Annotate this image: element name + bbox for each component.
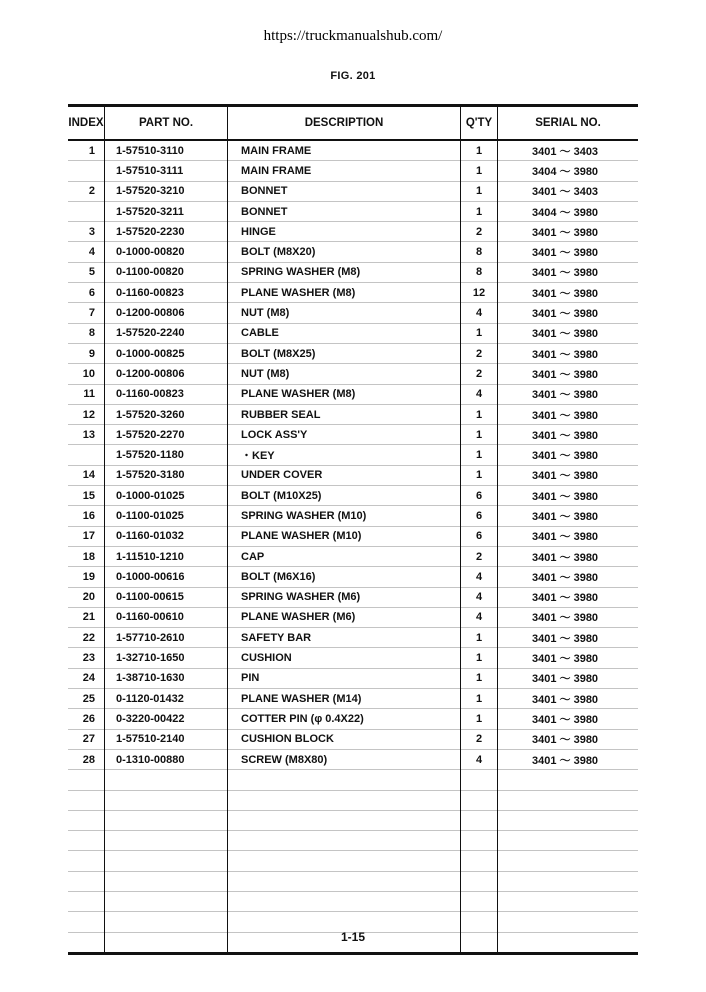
cell-serial-no: 3401 ～ 3403 bbox=[498, 140, 639, 161]
col-header-qty: Q'TY bbox=[461, 106, 498, 141]
cell-description: CAP bbox=[228, 546, 461, 566]
cell-qty bbox=[461, 810, 498, 830]
cell-description bbox=[228, 810, 461, 830]
table-row bbox=[68, 201, 638, 221]
cell-index bbox=[68, 790, 105, 810]
cell-index: 23 bbox=[68, 648, 105, 668]
cell-qty bbox=[461, 770, 498, 790]
cell-description: PIN bbox=[228, 668, 461, 688]
cell-part-no: 0-1160-00823 bbox=[105, 283, 228, 303]
col-header-part-no: PART NO. bbox=[105, 106, 228, 141]
cell-part-no: 0-1000-00825 bbox=[105, 343, 228, 363]
table-row bbox=[68, 567, 638, 587]
cell-description: PLANE WASHER (M6) bbox=[228, 607, 461, 627]
cell-description bbox=[228, 851, 461, 871]
table-row bbox=[68, 486, 638, 506]
cell-index: 7 bbox=[68, 303, 105, 323]
cell-qty: 1 bbox=[461, 709, 498, 729]
table-row bbox=[68, 709, 638, 729]
cell-part-no: 0-1200-00806 bbox=[105, 364, 228, 384]
table-row bbox=[68, 161, 638, 181]
cell-qty: 2 bbox=[461, 729, 498, 749]
cell-serial-no: 3401 ～ 3980 bbox=[498, 526, 639, 546]
cell-serial-no: 3401 ～ 3980 bbox=[498, 303, 639, 323]
cell-qty bbox=[461, 790, 498, 810]
cell-description: HINGE bbox=[228, 222, 461, 242]
col-header-serial-no: SERIAL NO. bbox=[498, 106, 639, 141]
cell-description: PLANE WASHER (M10) bbox=[228, 526, 461, 546]
table-row bbox=[68, 851, 638, 871]
cell-serial-no: 3401 ～ 3980 bbox=[498, 506, 639, 526]
col-header-index: INDEX bbox=[68, 106, 105, 141]
cell-description: NUT (M8) bbox=[228, 364, 461, 384]
cell-description: BOLT (M10X25) bbox=[228, 486, 461, 506]
cell-qty: 8 bbox=[461, 242, 498, 262]
cell-part-no: 0-1200-00806 bbox=[105, 303, 228, 323]
cell-description: MAIN FRAME bbox=[228, 140, 461, 161]
cell-qty: 1 bbox=[461, 445, 498, 465]
table-row bbox=[68, 810, 638, 830]
cell-serial-no: 3401 ～ 3980 bbox=[498, 384, 639, 404]
table-row bbox=[68, 343, 638, 363]
cell-description bbox=[228, 790, 461, 810]
cell-qty: 2 bbox=[461, 546, 498, 566]
cell-part-no bbox=[105, 891, 228, 911]
cell-part-no: 1-11510-1210 bbox=[105, 546, 228, 566]
cell-part-no: 1-57520-2270 bbox=[105, 425, 228, 445]
cell-serial-no: 3401 ～ 3980 bbox=[498, 607, 639, 627]
cell-description bbox=[228, 891, 461, 911]
cell-part-no bbox=[105, 871, 228, 891]
cell-serial-no: 3401 ～ 3980 bbox=[498, 648, 639, 668]
cell-qty: 4 bbox=[461, 607, 498, 627]
cell-part-no: 0-1160-00610 bbox=[105, 607, 228, 627]
cell-index bbox=[68, 445, 105, 465]
cell-index: 1 bbox=[88, 144, 95, 157]
cell-part-no: 0-1000-01025 bbox=[105, 486, 228, 506]
cell-serial-no: 3401 ～ 3980 bbox=[498, 262, 639, 282]
table-row bbox=[68, 729, 638, 749]
table-row bbox=[68, 404, 638, 424]
cell-index: 20 bbox=[68, 587, 105, 607]
table-row bbox=[68, 445, 638, 465]
table-row bbox=[68, 648, 638, 668]
cell-qty: 6 bbox=[461, 486, 498, 506]
cell-serial-no: 3401 ～ 3980 bbox=[498, 404, 639, 424]
cell-index: 5 bbox=[68, 262, 105, 282]
cell-part-no: 1-57510-3111 bbox=[105, 161, 228, 181]
cell-qty: 1 bbox=[461, 648, 498, 668]
cell-part-no: 0-1120-01432 bbox=[105, 689, 228, 709]
cell-description: SPRING WASHER (M8) bbox=[228, 262, 461, 282]
table-row bbox=[68, 526, 638, 546]
cell-part-no: 0-1100-00615 bbox=[105, 587, 228, 607]
cell-index bbox=[68, 201, 105, 221]
cell-description bbox=[228, 831, 461, 851]
cell-index bbox=[68, 770, 105, 790]
table-row bbox=[68, 181, 638, 201]
cell-description: BOLT (M8X20) bbox=[228, 242, 461, 262]
cell-serial-no: 3401 ～ 3980 bbox=[498, 242, 639, 262]
cell-part-no: 0-1100-00820 bbox=[105, 262, 228, 282]
cell-index: 18 bbox=[68, 546, 105, 566]
cell-index: 24 bbox=[68, 668, 105, 688]
table-row bbox=[68, 689, 638, 709]
cell-serial-no: 3401 ～ 3980 bbox=[498, 749, 639, 769]
table-row bbox=[68, 384, 638, 404]
cell-description: SAFETY BAR bbox=[228, 628, 461, 648]
cell-serial-no: 3401 ～ 3980 bbox=[498, 222, 639, 242]
table-row bbox=[68, 668, 638, 688]
cell-serial-no: 3401 ～ 3980 bbox=[498, 709, 639, 729]
cell-part-no: 1-57710-2610 bbox=[105, 628, 228, 648]
cell-index bbox=[68, 851, 105, 871]
table-row bbox=[68, 546, 638, 566]
table-row bbox=[68, 283, 638, 303]
cell-description: CABLE bbox=[228, 323, 461, 343]
cell-part-no: 1-32710-1650 bbox=[105, 648, 228, 668]
cell-index bbox=[68, 831, 105, 851]
cell-index bbox=[68, 810, 105, 830]
cell-part-no: 0-1000-00820 bbox=[105, 242, 228, 262]
table-row bbox=[68, 323, 638, 343]
table-row bbox=[68, 242, 638, 262]
table-row bbox=[68, 749, 638, 769]
cell-serial-no: 3401 ～ 3980 bbox=[498, 546, 639, 566]
cell-index: 10 bbox=[68, 364, 105, 384]
table-row bbox=[68, 607, 638, 627]
table-body bbox=[68, 140, 638, 953]
cell-part-no: 1-57510-2140 bbox=[105, 729, 228, 749]
cell-qty bbox=[461, 891, 498, 911]
cell-part-no: 0-3220-00422 bbox=[105, 709, 228, 729]
cell-description: CUSHION BLOCK bbox=[228, 729, 461, 749]
cell-description: COTTER PIN (φ 0.4X22) bbox=[228, 709, 461, 729]
cell-qty: 1 bbox=[461, 425, 498, 445]
col-header-description: DESCRIPTION bbox=[228, 106, 461, 141]
cell-part-no: 1-57520-3260 bbox=[105, 404, 228, 424]
cell-qty bbox=[461, 871, 498, 891]
cell-index bbox=[68, 161, 105, 181]
cell-serial-no bbox=[498, 851, 639, 871]
cell-qty: 6 bbox=[461, 526, 498, 546]
cell-serial-no: 3401 ～ 3980 bbox=[498, 689, 639, 709]
cell-description: MAIN FRAME bbox=[228, 161, 461, 181]
table-row bbox=[68, 140, 638, 161]
cell-index bbox=[68, 891, 105, 911]
cell-description: BONNET bbox=[228, 181, 461, 201]
table-row bbox=[68, 831, 638, 851]
cell-description: SPRING WASHER (M10) bbox=[228, 506, 461, 526]
cell-description: ・KEY bbox=[228, 445, 461, 465]
cell-serial-no: 3401 ～ 3980 bbox=[498, 323, 639, 343]
table-row bbox=[68, 364, 638, 384]
cell-serial-no: 3401 ～ 3980 bbox=[498, 587, 639, 607]
cell-description: LOCK ASS'Y bbox=[228, 425, 461, 445]
cell-part-no: 1-57520-2230 bbox=[105, 222, 228, 242]
page-number: 1-15 bbox=[340, 930, 366, 944]
cell-serial-no: 3401 ～ 3980 bbox=[498, 567, 639, 587]
table-row bbox=[68, 790, 638, 810]
cell-index: 26 bbox=[68, 709, 105, 729]
cell-qty: 1 bbox=[461, 323, 498, 343]
cell-qty: 6 bbox=[461, 506, 498, 526]
table-row bbox=[68, 506, 638, 526]
cell-index: 14 bbox=[68, 465, 105, 485]
cell-serial-no: 3401 ～ 3980 bbox=[498, 628, 639, 648]
cell-description: SPRING WASHER (M6) bbox=[228, 587, 461, 607]
cell-index: 12 bbox=[68, 404, 105, 424]
cell-qty: 1 bbox=[461, 404, 498, 424]
cell-index: 28 bbox=[68, 749, 105, 769]
cell-serial-no: 3401 ～ 3980 bbox=[498, 668, 639, 688]
cell-serial-no bbox=[498, 770, 639, 790]
cell-qty: 1 bbox=[461, 465, 498, 485]
cell-part-no: 1-57520-2240 bbox=[105, 323, 228, 343]
table-row bbox=[68, 891, 638, 911]
table-row bbox=[68, 425, 638, 445]
cell-description: NUT (M8) bbox=[228, 303, 461, 323]
cell-index: 6 bbox=[68, 283, 105, 303]
cell-part-no: 0-1160-00823 bbox=[105, 384, 228, 404]
cell-serial-no bbox=[498, 891, 639, 911]
cell-part-no: 1-57520-3211 bbox=[105, 201, 228, 221]
cell-serial-no: 3401 ～ 3980 bbox=[498, 283, 639, 303]
cell-description: BOLT (M8X25) bbox=[228, 343, 461, 363]
cell-part-no: 1-57520-3180 bbox=[105, 465, 228, 485]
cell-qty: 1 bbox=[461, 201, 498, 221]
cell-index: 25 bbox=[68, 689, 105, 709]
table-header-row bbox=[68, 106, 638, 141]
cell-serial-no: 3401 ～ 3980 bbox=[498, 343, 639, 363]
cell-serial-no: 3401 ～ 3980 bbox=[498, 445, 639, 465]
cell-index: 21 bbox=[68, 607, 105, 627]
cell-serial-no: 3401 ～ 3980 bbox=[498, 425, 639, 445]
cell-description: BONNET bbox=[228, 201, 461, 221]
cell-serial-no: 3401 ～ 3980 bbox=[498, 465, 639, 485]
cell-part-no: 1-57520-1180 bbox=[105, 445, 228, 465]
cell-qty: 1 bbox=[461, 668, 498, 688]
cell-qty: 4 bbox=[461, 587, 498, 607]
cell-qty: 1 bbox=[461, 140, 498, 161]
cell-index: 4 bbox=[68, 242, 105, 262]
cell-serial-no bbox=[498, 871, 639, 891]
cell-qty: 1 bbox=[461, 689, 498, 709]
cell-index: 9 bbox=[68, 343, 105, 363]
table-row bbox=[68, 871, 638, 891]
table-row bbox=[68, 303, 638, 323]
cell-part-no: 1-57510-3110 bbox=[105, 140, 228, 161]
cell-qty: 12 bbox=[461, 283, 498, 303]
cell-part-no: 0-1310-00880 bbox=[105, 749, 228, 769]
cell-part-no: 0-1160-01032 bbox=[105, 526, 228, 546]
table-row bbox=[68, 262, 638, 282]
cell-serial-no: 3401 ～ 3403 bbox=[498, 181, 639, 201]
cell-description: UNDER COVER bbox=[228, 465, 461, 485]
cell-serial-no: 3401 ～ 3980 bbox=[498, 729, 639, 749]
cell-qty: 4 bbox=[461, 303, 498, 323]
cell-qty: 1 bbox=[461, 161, 498, 181]
cell-qty: 2 bbox=[461, 222, 498, 242]
cell-index bbox=[68, 871, 105, 891]
table-row bbox=[68, 770, 638, 790]
cell-serial-no bbox=[498, 831, 639, 851]
cell-description bbox=[228, 871, 461, 891]
cell-serial-no: 3401 ～ 3980 bbox=[498, 486, 639, 506]
cell-qty: 4 bbox=[461, 384, 498, 404]
cell-qty: 1 bbox=[461, 181, 498, 201]
cell-qty: 2 bbox=[461, 343, 498, 363]
cell-index: 13 bbox=[68, 425, 105, 445]
cell-serial-no: 3401 ～ 3980 bbox=[498, 364, 639, 384]
cell-qty: 4 bbox=[461, 749, 498, 769]
cell-index: 27 bbox=[68, 729, 105, 749]
cell-qty: 8 bbox=[461, 262, 498, 282]
cell-index: 16 bbox=[68, 506, 105, 526]
figure-title: FIG. 201 bbox=[330, 70, 376, 82]
cell-index: 8 bbox=[68, 323, 105, 343]
table-row bbox=[68, 628, 638, 648]
table-row bbox=[68, 587, 638, 607]
cell-serial-no bbox=[498, 790, 639, 810]
cell-description: PLANE WASHER (M8) bbox=[228, 283, 461, 303]
cell-serial-no: 3404 ～ 3980 bbox=[498, 161, 639, 181]
cell-index: 2 bbox=[68, 181, 105, 201]
cell-part-no bbox=[105, 831, 228, 851]
cell-index: 15 bbox=[68, 486, 105, 506]
cell-qty: 2 bbox=[461, 364, 498, 384]
cell-description: PLANE WASHER (M8) bbox=[228, 384, 461, 404]
cell-qty bbox=[461, 831, 498, 851]
cell-part-no bbox=[105, 790, 228, 810]
cell-description: PLANE WASHER (M14) bbox=[228, 689, 461, 709]
cell-description bbox=[228, 770, 461, 790]
cell-part-no: 0-1000-00616 bbox=[105, 567, 228, 587]
cell-description: RUBBER SEAL bbox=[228, 404, 461, 424]
cell-part-no bbox=[105, 770, 228, 790]
cell-part-no: 1-38710-1630 bbox=[105, 668, 228, 688]
cell-qty: 4 bbox=[461, 567, 498, 587]
cell-description: BOLT (M6X16) bbox=[228, 567, 461, 587]
parts-table bbox=[68, 104, 638, 955]
cell-index: 19 bbox=[68, 567, 105, 587]
source-url[interactable]: https://truckmanualshub.com/ bbox=[263, 28, 443, 44]
cell-description: SCREW (M8X80) bbox=[228, 749, 461, 769]
table-row bbox=[68, 465, 638, 485]
cell-index: 11 bbox=[68, 384, 105, 404]
cell-qty: 1 bbox=[461, 628, 498, 648]
cell-serial-no bbox=[498, 810, 639, 830]
cell-index: 22 bbox=[68, 628, 105, 648]
cell-qty bbox=[461, 851, 498, 871]
table-row bbox=[68, 222, 638, 242]
cell-part-no: 0-1100-01025 bbox=[105, 506, 228, 526]
cell-part-no: 1-57520-3210 bbox=[105, 181, 228, 201]
cell-description: CUSHION bbox=[228, 648, 461, 668]
cell-index: 17 bbox=[68, 526, 105, 546]
cell-part-no bbox=[105, 810, 228, 830]
cell-part-no bbox=[105, 851, 228, 871]
cell-serial-no: 3404 ～ 3980 bbox=[498, 201, 639, 221]
cell-index: 3 bbox=[68, 222, 105, 242]
